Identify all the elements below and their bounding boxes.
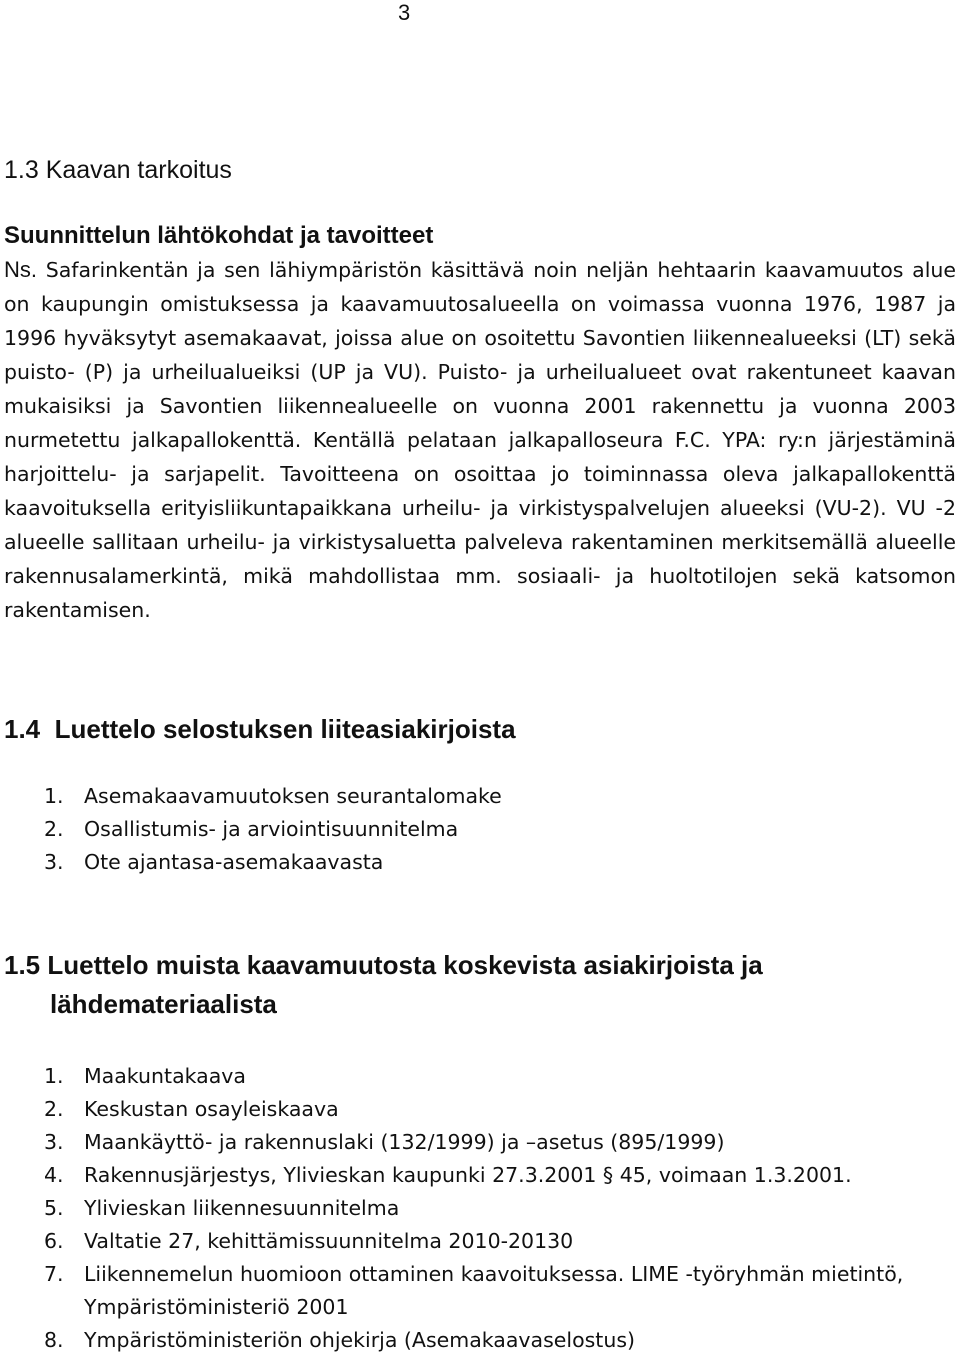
list-item-number: 3. (44, 850, 64, 874)
list-item-number: 5. (44, 1196, 64, 1220)
list-item (44, 1192, 960, 1225)
list-item (44, 1258, 960, 1324)
list-item-number: 4. (44, 1163, 64, 1187)
list-item-text: Ote ajantasa-asemakaavasta (84, 850, 384, 874)
list-item-text: Osallistumis- ja arviointisuunnitelma (84, 817, 459, 841)
list-item-number: 8. (44, 1328, 64, 1352)
list-item-text: Keskustan osayleiskaava (84, 1097, 339, 1121)
list-item (44, 1324, 960, 1357)
list-item-number: 2. (44, 817, 64, 841)
list-item-text: Asemakaavamuutoksen seurantalomake (84, 784, 502, 808)
paragraph-lead: Ns. (4, 257, 37, 282)
attachments-list (44, 780, 502, 879)
body-paragraph (4, 253, 956, 627)
paragraph-text: Safarinkentän ja sen lähiympäristön käsittävä noin neljän hehtaarin kaavamuutos alue on kaupungin omistuksessa ja kaavamuutosalueella on voimassa vuonna 1976, 1987 ja 1996 hyväksytyt asemakaavat, joissa alue on osoitettu Savontien liikennealueeksi (LT) sekä puisto- (P) ja urheilualueiksi (UP ja VU). Puisto- ja urheilualueet ovat rakentuneet kaavan mukaisiksi ja Savontien liikennealueelle on vuonna 2001 rakennettu ja vuonna 2003 nurmetettu jalkapallokenttä. Kentällä pelataan jalkapalloseura F.C. YPA: ry:n järjestäminä harjoittelu- ja sarjapelit. Tavoitteena on osoittaa jo toiminnassa oleva jalkapallokenttä kaavoituksella erityisliikuntapaikkana urheilu- ja virkistyspalvelujen alueeksi (VU-2). VU -2 alueelle sallitaan urheilu- ja virkistysaluetta palveleva rakentaminen merkitsemällä alueelle rakennusalamerkintä, mikä mahdollistaa mm. sosiaali- ja huoltotilojen sekä katsomon rakentamisen. (4, 258, 956, 622)
section-number: 1.4 (4, 714, 41, 744)
list-item-number: 6. (44, 1229, 64, 1253)
list-item-text: Valtatie 27, kehittämissuunnitelma 2010-20130 (84, 1229, 574, 1253)
page-number: 3 (398, 0, 411, 25)
section-number: 1.5 (4, 950, 41, 980)
list-item-text: Liikennemelun huomioon ottaminen kaavoituksessa. LIME -työryhmän mietintö, Ympäristöministeriö 2001 (84, 1262, 904, 1319)
subheading-starting-points: Suunnittelun lähtökohdat ja tavoitteet (4, 222, 434, 249)
section-title: Luettelo muista kaavamuutosta koskevista asiakirjoista ja (47, 950, 763, 980)
references-list (44, 1060, 960, 1357)
list-item-number: 3. (44, 1130, 64, 1154)
list-item-text: Maankäyttö- ja rakennuslaki (132/1999) ja –asetus (895/1999) (84, 1130, 725, 1154)
section-title: Luettelo selostuksen liiteasiakirjoista (54, 714, 516, 744)
list-item (44, 1126, 960, 1159)
list-item-number: 2. (44, 1097, 64, 1121)
section-heading-1-3: 1.3 Kaavan tarkoitus (4, 156, 232, 184)
list-item-text: Ympäristöministeriön ohjekirja (Asemakaavaselostus) (84, 1328, 636, 1352)
list-item (44, 846, 502, 879)
list-item-text: Ylivieskan liikennesuunnitelma (84, 1196, 400, 1220)
list-item (44, 813, 502, 846)
list-item-text: Maakuntakaava (84, 1064, 246, 1088)
list-item-number: 7. (44, 1262, 64, 1286)
section-heading-1-5 (4, 950, 763, 1020)
list-item-text: Rakennusjärjestys, Ylivieskan kaupunki 27.3.2001 § 45, voimaan 1.3.2001. (84, 1163, 852, 1187)
list-item (44, 1060, 960, 1093)
list-item (44, 1225, 960, 1258)
list-item (44, 1093, 960, 1126)
list-item-number: 1. (44, 784, 64, 808)
section-title-continued: lähdemateriaalista (50, 989, 277, 1019)
list-item-number: 1. (44, 1064, 64, 1088)
list-item (44, 780, 502, 813)
list-item (44, 1159, 960, 1192)
section-heading-1-4 (4, 714, 516, 745)
